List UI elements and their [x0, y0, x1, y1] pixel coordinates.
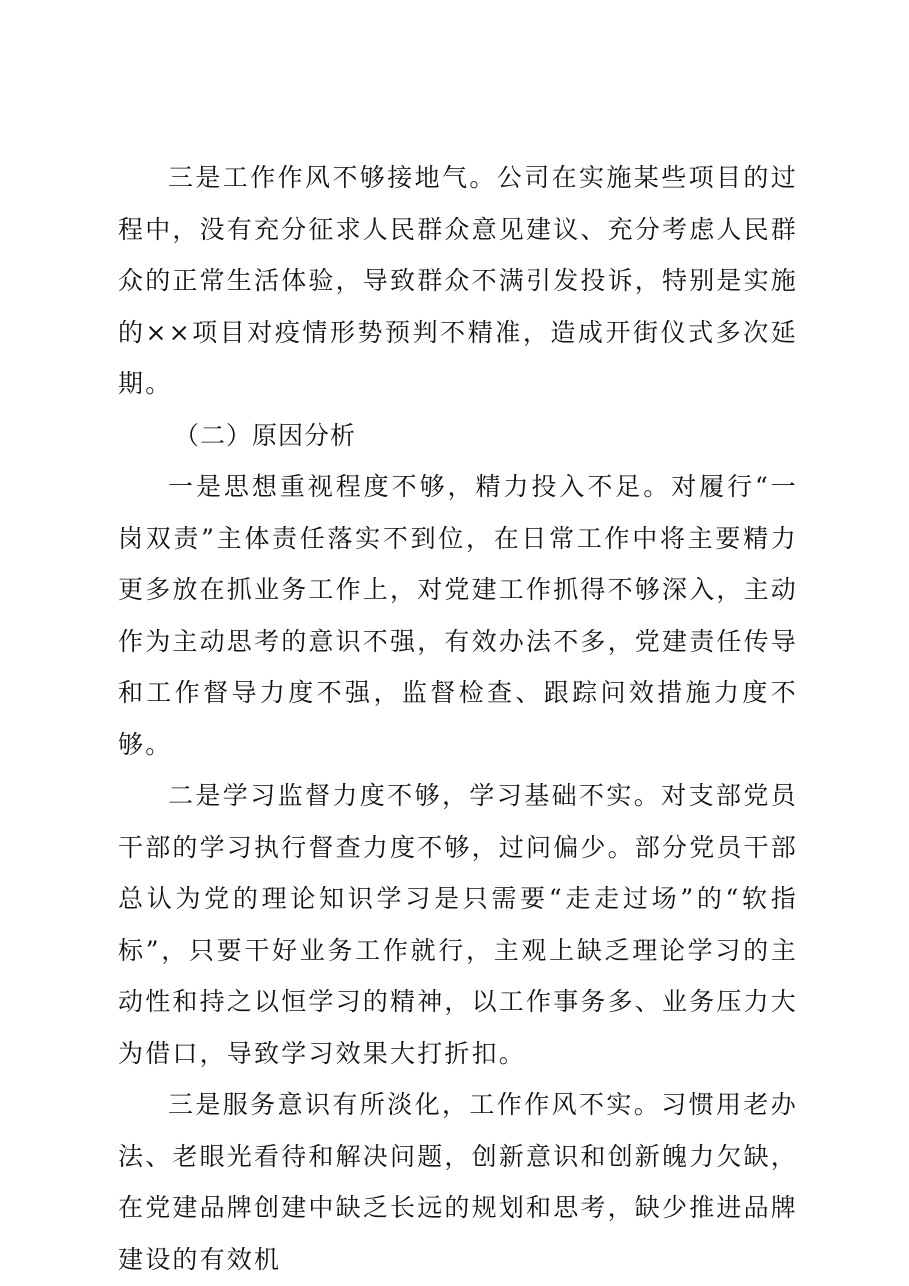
paragraph-study-supervision: 二是学习监督力度不够，学习基础不实。对支部党员干部的学习执行督查力度不够，过问偏少。部分党员干部总认为党的理论知识学习是只需要“走走过场”的“软指标”，只要干好业务工作就行，主观上缺乏理论学习的主动性和持之以恒学习的精神，以工作事务多、业务压力大为借口，导致学习效果大打折扣。	[118, 781, 799, 1068]
paragraph-work-style: 三是工作作风不够接地气。公司在实施某些项目的过程中，没有充分征求人民群众意见建议、充分考虑人民群众的正常生活体验，导致群众不满引发投诉，特别是实施的××项目对疫情形势预判不精准，造成开街仪式多次延期。	[118, 163, 799, 398]
document-body	[118, 152, 798, 1285]
paragraph-ideological-attention: 一是思想重视程度不够，精力投入不足。对履行“一岗双责”主体责任落实不到位，在日常工作中将主要精力更多放在抓业务工作上，对党建工作抓得不够深入，主动作为主动思考的意识不强，有效办法不多，党建责任传导和工作督导力度不强，监督检查、跟踪问效措施力度不够。	[118, 472, 799, 759]
paragraph-service-awareness: 三是服务意识有所淡化，工作作风不实。习惯用老办法、老眼光看待和解决问题，创新意识和创新魄力欠缺，在党建品牌创建中缺乏长远的规划和思考，缺少推进品牌建设的有效机	[118, 1090, 799, 1274]
section-heading-cause-analysis: （二）原因分析	[174, 420, 357, 450]
